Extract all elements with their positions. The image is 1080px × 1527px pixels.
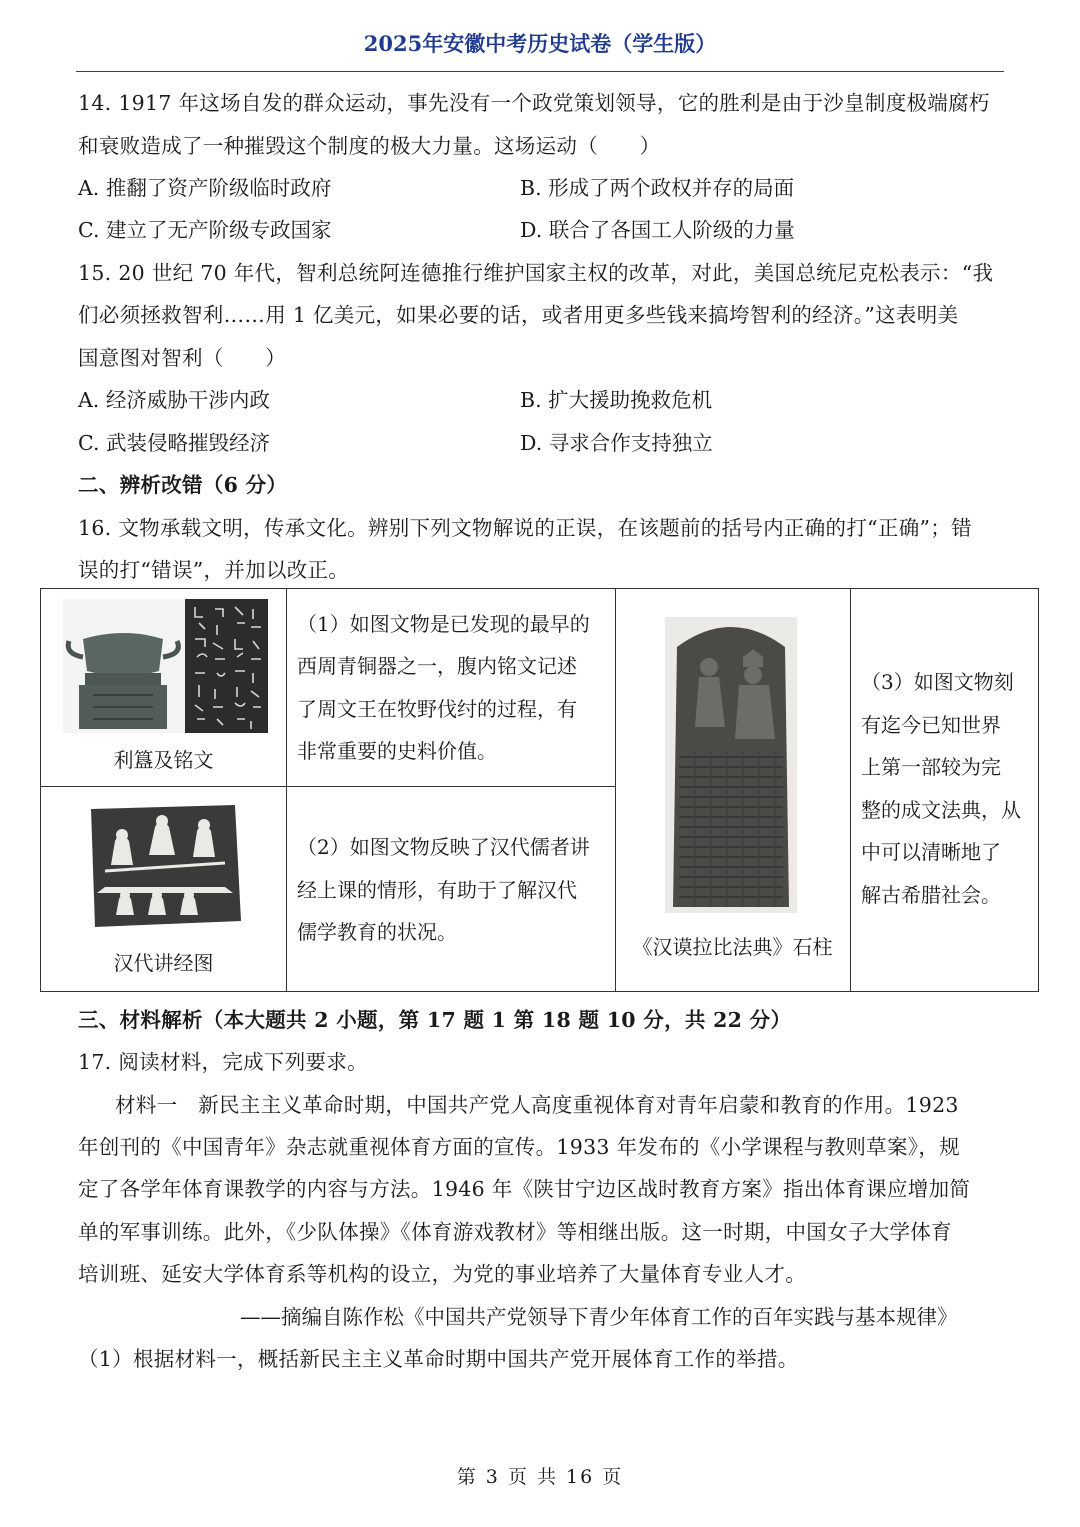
- table-divider: [286, 589, 287, 991]
- q14-option-b: B. 形成了两个政权并存的局面: [520, 176, 795, 200]
- q15-line-1: 15. 20 世纪 70 年代，智利总统阿连德推行维护国家主权的改革，对此，美国总统尼克松表示：“我: [78, 261, 994, 285]
- table-divider: [850, 589, 851, 991]
- hammurabi-stele-image: [665, 617, 797, 913]
- item-2-text-line: 儒学教育的状况。: [297, 920, 457, 944]
- q16-line-2: 误的打“错误”，并加以改正。: [78, 558, 350, 582]
- item-3-text-line: 中可以清晰地了: [861, 840, 1001, 864]
- q14-line-1: 14. 1917 年这场自发的群众运动，事先没有一个政党策划领导，它的胜利是由于沙皇制度极端腐朽: [78, 91, 990, 115]
- material-1-line: 材料一 新民主主义革命时期，中国共产党人高度重视体育对青年启蒙和教育的作用。1923: [115, 1093, 959, 1117]
- q16-line-1: 16. 文物承载文明，传承文化。辨别下列文物解说的正误，在该题前的括号内正确的打“正确”；错: [78, 516, 972, 540]
- q15-option-c: C. 武装侵略摧毁经济: [78, 431, 270, 455]
- item-1-text-line: 了周文王在牧野伐纣的过程，有: [297, 697, 577, 721]
- q17-sub-question-1: （1）根据材料一，概括新民主主义革命时期中国共产党开展体育工作的举措。: [78, 1347, 799, 1371]
- material-1-line: 年创刊的《中国青年》杂志就重视体育方面的宣传。1933 年发布的《小学课程与教则草案》，规: [78, 1135, 960, 1159]
- q14-option-a: A. 推翻了资产阶级临时政府: [78, 176, 332, 200]
- li-gui-caption: 利簋及铭文: [113, 748, 214, 772]
- section-2-heading: 二、辨析改错（6 分）: [78, 473, 288, 497]
- material-1-line: 定了各学年体育课教学的内容与方法。1946 年《陕甘宁边区战时教育方案》指出体育课应增加简: [78, 1177, 971, 1201]
- q17-intro: 17. 阅读材料，完成下列要求。: [78, 1050, 368, 1074]
- item-3-text-line: 上第一部较为完: [861, 755, 1001, 779]
- han-lecture-caption: 汉代讲经图: [113, 951, 214, 975]
- q14-option-c: C. 建立了无产阶级专政国家: [78, 218, 332, 242]
- artifact-table: [40, 588, 1039, 992]
- section-3-heading: 三、材料解析（本大题共 2 小题，第 17 题 1 第 18 题 10 分，共 22 分）: [78, 1008, 792, 1032]
- page-footer: 第 3 页 共 16 页: [456, 1466, 624, 1488]
- q14-line-2: 和衰败造成了一种摧毁这个制度的极大力量。这场运动（ ）: [78, 134, 661, 158]
- item-1-text-line: （1）如图文物是已发现的最早的: [297, 612, 590, 636]
- item-2-text-line: 经上课的情形，有助于了解汉代: [297, 878, 577, 902]
- item-2-text-line: （2）如图文物反映了汉代儒者讲: [297, 835, 590, 859]
- q15-option-d: D. 寻求合作支持独立: [520, 431, 713, 455]
- item-1-text-line: 非常重要的史料价值。: [297, 739, 497, 763]
- item-3-text-line: （3）如图文物刻: [861, 670, 1014, 694]
- material-source: ——摘编自陈作松《中国共产党领导下青少年体育工作的百年实践与基本规律》: [240, 1305, 958, 1329]
- item-3-text-line: 整的成文法典，从: [861, 798, 1021, 822]
- item-3-text-line: 解古希腊社会。: [861, 883, 1001, 907]
- hammurabi-caption: 《汉谟拉比法典》石柱: [632, 935, 833, 959]
- li-gui-bronze-image: [63, 599, 268, 733]
- q15-option-b: B. 扩大援助挽救危机: [520, 388, 713, 412]
- q15-line-3: 国意图对智利（ ）: [78, 346, 286, 370]
- page-header-title: 2025年安徽中考历史试卷（学生版）: [363, 31, 717, 56]
- item-1-text-line: 西周青铜器之一，腹内铭文记述: [297, 654, 577, 678]
- q15-option-a: A. 经济威胁干涉内政: [78, 388, 270, 412]
- q15-line-2: 们必须拯救智利……用 1 亿美元，如果必要的话，或者用更多些钱来搞垮智利的经济。”这表明美: [78, 303, 959, 327]
- q14-option-d: D. 联合了各国工人阶级的力量: [520, 218, 795, 242]
- material-1-line: 单的军事训练。此外，《少队体操》《体育游戏教材》等相继出版。这一时期，中国女子大学体育: [78, 1220, 952, 1244]
- item-3-text-line: 有迄今已知世界: [861, 713, 1001, 737]
- table-divider: [41, 786, 615, 787]
- material-1-line: 培训班、延安大学体育系等机构的设立，为党的事业培养了大量体育专业人才。: [78, 1262, 806, 1286]
- header-rule: [76, 71, 1004, 72]
- han-lecture-rubbing-image: [85, 801, 245, 931]
